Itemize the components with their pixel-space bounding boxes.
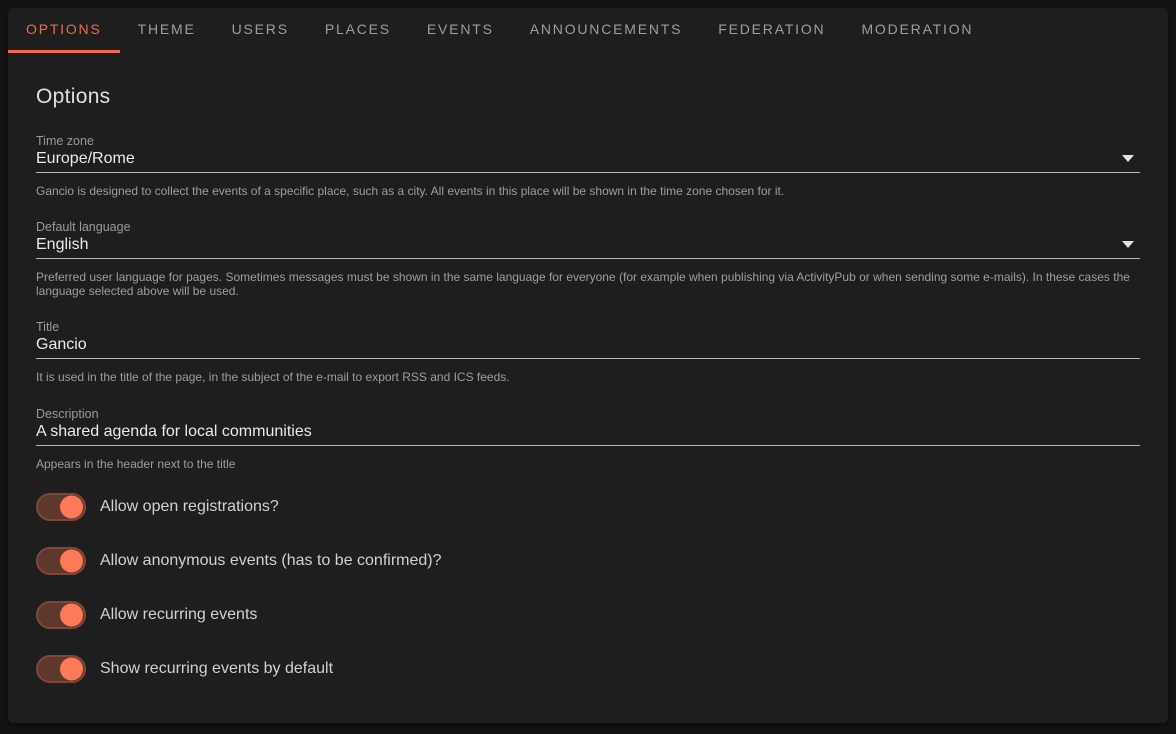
chevron-down-icon [1122,241,1134,248]
toggle-row [36,601,1140,629]
field-value: Gancio [36,336,87,354]
toggle-row [36,547,1140,575]
page-title: Options [36,85,111,108]
field-value: English [36,236,89,254]
field-title [36,320,1140,384]
options-fields [36,134,1140,471]
toggle-thumb [60,496,83,519]
options-toggles [36,493,1140,683]
toggle-row [36,493,1140,521]
toggle-label[interactable]: Show recurring events by default [100,660,334,678]
default-language-select[interactable] [36,236,1140,259]
field-default-language [36,220,1140,298]
tab-theme[interactable]: THEME [120,8,214,53]
title-input[interactable] [36,336,1140,359]
tab-federation[interactable]: FEDERATION [700,8,843,53]
field-label: Default language [36,220,131,235]
toggle-label[interactable]: Allow open registrations? [100,498,279,516]
toggle-allow-recurring-events[interactable] [36,601,86,629]
toggle-show-recurring-events-by-default[interactable] [36,655,86,683]
tab-places[interactable]: PLACES [307,8,409,53]
field-value: Europe/Rome [36,150,135,167]
admin-settings-card [8,8,1168,723]
field-description [36,407,1140,471]
time-zone-select[interactable] [36,150,1140,173]
field-time-zone [36,134,1140,198]
toggle-thumb [60,604,83,627]
toggle-label[interactable]: Allow recurring events [100,606,258,624]
field-hint: Preferred user language for pages. Sometimes messages must be shown in the same language for everyone (for example when publishing via ActivityPub or when sending some e-mails). In these cases the language selected above will be used. [36,270,1130,298]
field-hint: Appears in the header next to the title [36,456,236,471]
toggle-row [36,655,1140,683]
field-hint: It is used in the title of the page, in the subject of the e-mail to export RSS and ICS feeds. [36,370,510,385]
field-label: Time zone [36,134,94,148]
tab-users[interactable]: USERS [214,8,307,53]
description-input[interactable] [36,423,1140,446]
tab-moderation[interactable]: MODERATION [843,8,991,53]
field-label: Title [36,320,60,335]
tab-announcements[interactable]: ANNOUNCEMENTS [512,8,701,53]
toggle-label[interactable]: Allow anonymous events (has to be confirmed)? [100,552,442,570]
field-value: A shared agenda for local communities [36,422,312,440]
tab-events[interactable]: EVENTS [409,8,512,53]
tab-options[interactable]: OPTIONS [8,8,120,53]
toggle-thumb [60,550,83,573]
options-panel [8,53,1168,683]
toggle-allow-open-registrations[interactable] [36,493,86,521]
admin-tab-bar [8,8,1168,53]
toggle-thumb [60,658,83,681]
chevron-down-icon [1122,155,1134,162]
field-label: Description [36,406,99,421]
field-hint: Gancio is designed to collect the events of a specific place, such as a city. All events in this place will be shown in the time zone chosen for it. [36,184,785,198]
toggle-allow-anonymous-events-has-to-be-confirmed[interactable] [36,547,86,575]
